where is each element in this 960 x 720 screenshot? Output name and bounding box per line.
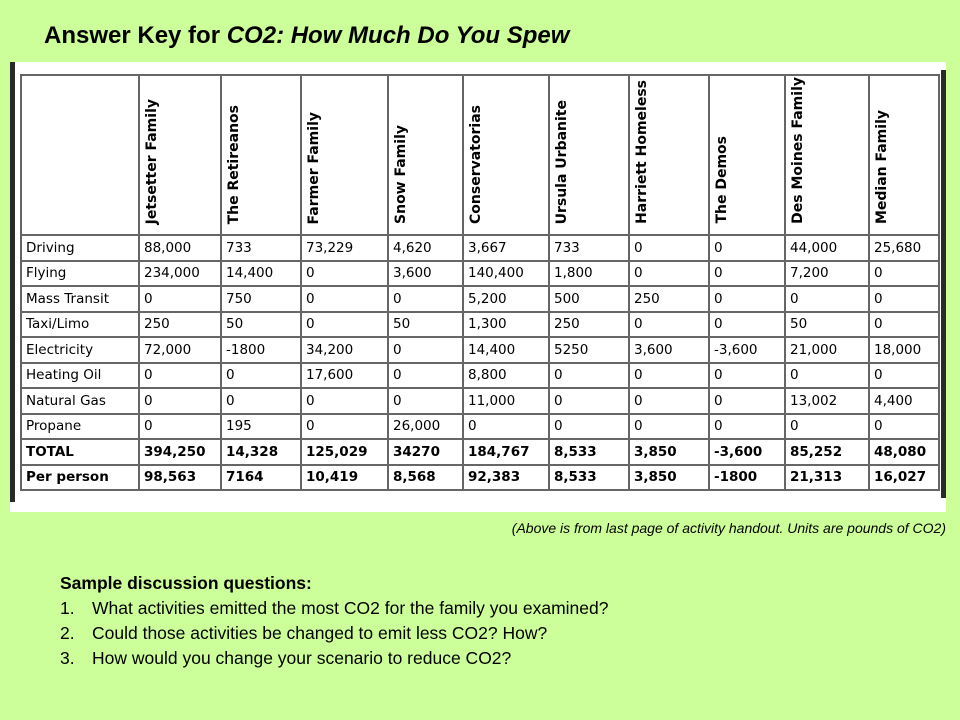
table-cell: 34,200 <box>301 337 388 363</box>
table-cell: 0 <box>709 414 785 440</box>
table-cell: 85,252 <box>785 439 869 465</box>
table-cell: 234,000 <box>139 261 221 287</box>
table-cell: 0 <box>388 388 463 414</box>
table-cell: 0 <box>709 286 785 312</box>
table-cell: 0 <box>869 414 939 440</box>
table-cell: 0 <box>709 312 785 338</box>
question-text: Could those activities be changed to emit less CO2? How? <box>92 623 548 643</box>
table-cell: 21,313 <box>785 465 869 491</box>
table-cell: 0 <box>549 363 629 389</box>
table-cell: 0 <box>629 235 709 261</box>
title-prefix: Answer Key for <box>44 22 227 49</box>
table-cell: 0 <box>549 414 629 440</box>
question-number: 2. <box>60 623 75 643</box>
table-cell: 8,800 <box>463 363 549 389</box>
table-cell: 25,680 <box>869 235 939 261</box>
table-cell: 0 <box>629 363 709 389</box>
table-cell: 0 <box>301 414 388 440</box>
table-cell: 0 <box>388 337 463 363</box>
table-row <box>21 235 939 261</box>
table-image-panel <box>10 62 946 512</box>
table-cell: -1800 <box>709 465 785 491</box>
column-header <box>301 75 388 235</box>
column-header-label: Median Family <box>874 109 890 224</box>
table-cell: 500 <box>549 286 629 312</box>
table-cell: -3,600 <box>709 439 785 465</box>
table-cell: 1,300 <box>463 312 549 338</box>
table-cell: 250 <box>139 312 221 338</box>
table-cell: 0 <box>463 414 549 440</box>
table-cell: 184,767 <box>463 439 549 465</box>
table-caption: (Above is from last page of activity handout. Units are pounds of CO2) <box>511 520 946 536</box>
column-header <box>549 75 629 235</box>
table-cell: 0 <box>709 363 785 389</box>
table-cell: 0 <box>869 363 939 389</box>
table-cell: 50 <box>388 312 463 338</box>
table-row <box>21 337 939 363</box>
column-header <box>139 75 221 235</box>
table-row <box>21 363 939 389</box>
row-label: Natural Gas <box>21 388 139 414</box>
table-cell: 0 <box>785 286 869 312</box>
table-cell: 0 <box>388 286 463 312</box>
table-cell: 0 <box>869 261 939 287</box>
table-cell: 0 <box>629 261 709 287</box>
table-cell: 0 <box>139 388 221 414</box>
discussion-question-list <box>60 596 608 671</box>
column-header <box>463 75 549 235</box>
table-body <box>21 235 939 490</box>
table-row <box>21 286 939 312</box>
column-header <box>221 75 301 235</box>
column-header-label: Jetsetter Family <box>144 98 160 224</box>
table-cell: 8,533 <box>549 439 629 465</box>
discussion-question <box>60 596 608 621</box>
table-cell: 98,563 <box>139 465 221 491</box>
table-cell: 7,200 <box>785 261 869 287</box>
table-cell: 140,400 <box>463 261 549 287</box>
table-cell: 0 <box>139 363 221 389</box>
table-cell: 14,328 <box>221 439 301 465</box>
column-header <box>629 75 709 235</box>
column-header <box>388 75 463 235</box>
table-cell: 0 <box>301 312 388 338</box>
table-cell: 5,200 <box>463 286 549 312</box>
table-cell: 50 <box>221 312 301 338</box>
column-header-label: The Demos <box>714 136 730 224</box>
table-cell: 26,000 <box>388 414 463 440</box>
table-cell: 0 <box>388 363 463 389</box>
column-header-label: Harriett Homeless <box>634 80 650 224</box>
table-cell: 0 <box>709 235 785 261</box>
table-cell: 3,667 <box>463 235 549 261</box>
row-label: Taxi/Limo <box>21 312 139 338</box>
table-cell: 0 <box>301 261 388 287</box>
table-cell: 0 <box>139 286 221 312</box>
row-label: Mass Transit <box>21 286 139 312</box>
table-cell: 0 <box>549 388 629 414</box>
column-header-label: Farmer Family <box>306 111 322 224</box>
table-cell: 5250 <box>549 337 629 363</box>
table-cell: -3,600 <box>709 337 785 363</box>
column-header <box>785 75 869 235</box>
table-cell: 3,600 <box>388 261 463 287</box>
column-header-label: Conservatorias <box>468 105 484 224</box>
column-header-label: Snow Family <box>393 125 409 224</box>
table-cell: 3,850 <box>629 465 709 491</box>
row-label: Driving <box>21 235 139 261</box>
table-cell: 0 <box>221 363 301 389</box>
table-cell: 0 <box>785 414 869 440</box>
row-label: Heating Oil <box>21 363 139 389</box>
table-cell: 8,568 <box>388 465 463 491</box>
question-text: How would you change your scenario to reduce CO2? <box>92 648 512 668</box>
table-cell: 0 <box>785 363 869 389</box>
table-cell: 4,400 <box>869 388 939 414</box>
table-cell: 8,533 <box>549 465 629 491</box>
table-cell: 88,000 <box>139 235 221 261</box>
discussion-question <box>60 621 608 646</box>
table-cell: 0 <box>221 388 301 414</box>
table-cell: 0 <box>139 414 221 440</box>
table-cell: 250 <box>549 312 629 338</box>
table-cell: -1800 <box>221 337 301 363</box>
table-cell: 1,800 <box>549 261 629 287</box>
row-label: Electricity <box>21 337 139 363</box>
row-label: Propane <box>21 414 139 440</box>
table-cell: 10,419 <box>301 465 388 491</box>
column-header <box>709 75 785 235</box>
table-cell: 16,027 <box>869 465 939 491</box>
question-text: What activities emitted the most CO2 for the family you examined? <box>92 598 609 618</box>
table-cell: 73,229 <box>301 235 388 261</box>
table-cell: 92,383 <box>463 465 549 491</box>
column-header-label: Des Moines Family <box>790 77 806 224</box>
column-header <box>869 75 939 235</box>
table-cell: 14,400 <box>463 337 549 363</box>
table-cell: 3,850 <box>629 439 709 465</box>
title-emphasis: CO2: How Much Do You Spew <box>226 22 570 49</box>
table-row <box>21 439 939 465</box>
table-row <box>21 388 939 414</box>
column-header-label: The Retireanos <box>226 104 242 224</box>
slide-title <box>44 22 569 50</box>
row-label: TOTAL <box>21 439 139 465</box>
table-row <box>21 414 939 440</box>
table-cell: 733 <box>221 235 301 261</box>
table-row <box>21 312 939 338</box>
table-cell: 0 <box>709 261 785 287</box>
emissions-table <box>20 74 940 491</box>
table-cell: 0 <box>709 388 785 414</box>
header-corner-cell <box>21 75 139 235</box>
table-cell: 3,600 <box>629 337 709 363</box>
column-header-label: Ursula Urbanite <box>554 99 570 224</box>
table-cell: 195 <box>221 414 301 440</box>
row-label: Flying <box>21 261 139 287</box>
discussion-question <box>60 646 608 671</box>
table-cell: 17,600 <box>301 363 388 389</box>
question-number: 1. <box>60 598 75 618</box>
table-cell: 18,000 <box>869 337 939 363</box>
question-number: 3. <box>60 648 75 668</box>
table-cell: 394,250 <box>139 439 221 465</box>
table-cell: 7164 <box>221 465 301 491</box>
table-header-row <box>21 75 939 235</box>
discussion-section <box>60 571 608 671</box>
panel-right-border <box>941 70 946 498</box>
table-cell: 750 <box>221 286 301 312</box>
table-cell: 0 <box>629 414 709 440</box>
table-cell: 48,080 <box>869 439 939 465</box>
table-cell: 0 <box>869 312 939 338</box>
discussion-heading: Sample discussion questions: <box>60 573 312 593</box>
table-cell: 13,002 <box>785 388 869 414</box>
table-cell: 72,000 <box>139 337 221 363</box>
table-cell: 0 <box>629 388 709 414</box>
table-row <box>21 465 939 491</box>
table-cell: 125,029 <box>301 439 388 465</box>
table-cell: 34270 <box>388 439 463 465</box>
table-cell: 21,000 <box>785 337 869 363</box>
table-cell: 50 <box>785 312 869 338</box>
table-row <box>21 261 939 287</box>
table-cell: 0 <box>301 286 388 312</box>
table-cell: 4,620 <box>388 235 463 261</box>
row-label: Per person <box>21 465 139 491</box>
table-cell: 0 <box>301 388 388 414</box>
table-cell: 250 <box>629 286 709 312</box>
table-cell: 0 <box>629 312 709 338</box>
table-cell: 14,400 <box>221 261 301 287</box>
table-cell: 44,000 <box>785 235 869 261</box>
table-cell: 11,000 <box>463 388 549 414</box>
table-cell: 733 <box>549 235 629 261</box>
table-cell: 0 <box>869 286 939 312</box>
panel-left-border <box>10 62 15 502</box>
